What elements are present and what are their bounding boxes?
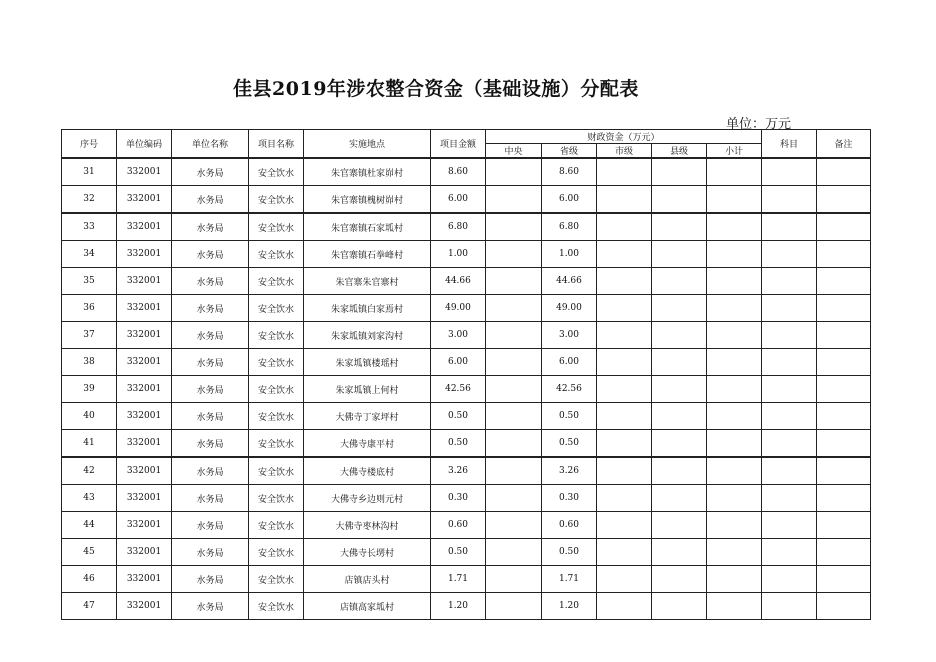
cell-subject (762, 566, 817, 593)
cell-province: 1.71 (542, 566, 597, 593)
cell-remark (817, 322, 871, 349)
cell-province: 3.00 (542, 322, 597, 349)
cell-amount: 0.50 (431, 539, 486, 566)
cell-subtotal (707, 593, 762, 620)
cell-province: 1.20 (542, 593, 597, 620)
header-city: 市级 (597, 144, 652, 159)
cell-seq: 39 (62, 376, 117, 403)
header-central: 中央 (486, 144, 542, 159)
cell-remark (817, 430, 871, 458)
cell-project-name: 安全饮水 (249, 186, 304, 214)
cell-location: 朱家坬镇白家焉村 (304, 295, 431, 322)
cell-location: 朱官寨镇槐树峁村 (304, 186, 431, 214)
cell-subtotal (707, 295, 762, 322)
table-row (62, 295, 871, 322)
cell-subtotal (707, 322, 762, 349)
page-title: 佳县2019年涉农整合资金（基础设施）分配表 (233, 78, 639, 100)
cell-remark (817, 268, 871, 295)
cell-central (486, 485, 542, 512)
table-row (62, 268, 871, 295)
cell-county (652, 322, 707, 349)
cell-province: 44.66 (542, 268, 597, 295)
cell-county (652, 295, 707, 322)
cell-project-name: 安全饮水 (249, 213, 304, 241)
cell-unit-name: 水务局 (172, 376, 249, 403)
cell-unit-code: 332001 (117, 268, 172, 295)
cell-amount: 0.50 (431, 403, 486, 430)
cell-city (597, 268, 652, 295)
table-row (62, 349, 871, 376)
cell-location: 店镇高家坬村 (304, 593, 431, 620)
table-row (62, 186, 871, 214)
cell-project-name: 安全饮水 (249, 268, 304, 295)
table-row (62, 457, 871, 485)
cell-location: 大佛寺枣林沟村 (304, 512, 431, 539)
cell-central (486, 322, 542, 349)
header-subject: 科目 (762, 130, 817, 159)
cell-remark (817, 295, 871, 322)
table-row (62, 241, 871, 268)
cell-county (652, 241, 707, 268)
cell-central (486, 457, 542, 485)
cell-unit-name: 水务局 (172, 186, 249, 214)
cell-amount: 1.20 (431, 593, 486, 620)
cell-county (652, 485, 707, 512)
cell-city (597, 295, 652, 322)
cell-location: 朱官寨镇石家坬村 (304, 213, 431, 241)
cell-unit-code: 332001 (117, 376, 172, 403)
cell-city (597, 241, 652, 268)
cell-subject (762, 268, 817, 295)
table-row (62, 539, 871, 566)
cell-seq: 42 (62, 457, 117, 485)
cell-project-name: 安全饮水 (249, 376, 304, 403)
table-row (62, 512, 871, 539)
cell-location: 朱官寨镇石拳峰村 (304, 241, 431, 268)
cell-seq: 37 (62, 322, 117, 349)
cell-city (597, 349, 652, 376)
cell-amount: 8.60 (431, 158, 486, 186)
header-subtotal: 小计 (707, 144, 762, 159)
cell-unit-name: 水务局 (172, 566, 249, 593)
cell-city (597, 457, 652, 485)
cell-subject (762, 376, 817, 403)
cell-project-name: 安全饮水 (249, 158, 304, 186)
cell-city (597, 213, 652, 241)
table-row (62, 485, 871, 512)
table-row (62, 376, 871, 403)
cell-unit-name: 水务局 (172, 593, 249, 620)
cell-seq: 32 (62, 186, 117, 214)
cell-unit-code: 332001 (117, 241, 172, 268)
cell-central (486, 430, 542, 458)
cell-subtotal (707, 403, 762, 430)
cell-city (597, 186, 652, 214)
cell-county (652, 349, 707, 376)
cell-subtotal (707, 349, 762, 376)
header-remark: 备注 (817, 130, 871, 159)
cell-unit-code: 332001 (117, 566, 172, 593)
cell-location: 朱家坬镇楼瑶村 (304, 349, 431, 376)
cell-city (597, 322, 652, 349)
cell-province: 6.00 (542, 186, 597, 214)
cell-county (652, 457, 707, 485)
header-finance: 财政资金（万元） (486, 130, 762, 144)
cell-project-name: 安全饮水 (249, 241, 304, 268)
cell-remark (817, 403, 871, 430)
cell-project-name: 安全饮水 (249, 593, 304, 620)
cell-central (486, 268, 542, 295)
cell-province: 49.00 (542, 295, 597, 322)
cell-county (652, 213, 707, 241)
cell-unit-code: 332001 (117, 485, 172, 512)
cell-county (652, 403, 707, 430)
cell-unit-name: 水务局 (172, 457, 249, 485)
cell-amount: 1.00 (431, 241, 486, 268)
header-seq: 序号 (62, 130, 117, 159)
cell-subtotal (707, 539, 762, 566)
unit-label: 单位：万元 (726, 117, 792, 132)
header-location: 实施地点 (304, 130, 431, 159)
cell-province: 8.60 (542, 158, 597, 186)
cell-amount: 49.00 (431, 295, 486, 322)
cell-seq: 41 (62, 430, 117, 458)
cell-amount: 44.66 (431, 268, 486, 295)
cell-subject (762, 158, 817, 186)
cell-unit-code: 332001 (117, 322, 172, 349)
cell-subject (762, 485, 817, 512)
cell-county (652, 512, 707, 539)
cell-seq: 31 (62, 158, 117, 186)
cell-unit-code: 332001 (117, 403, 172, 430)
cell-seq: 35 (62, 268, 117, 295)
cell-city (597, 158, 652, 186)
cell-seq: 33 (62, 213, 117, 241)
cell-subject (762, 186, 817, 214)
cell-unit-name: 水务局 (172, 158, 249, 186)
cell-amount: 6.80 (431, 213, 486, 241)
header-row-1 (62, 130, 871, 144)
cell-county (652, 430, 707, 458)
header-county: 县级 (652, 144, 707, 159)
cell-amount: 3.00 (431, 322, 486, 349)
table-row (62, 213, 871, 241)
cell-unit-name: 水务局 (172, 403, 249, 430)
cell-central (486, 186, 542, 214)
cell-subtotal (707, 186, 762, 214)
cell-remark (817, 457, 871, 485)
cell-province: 0.50 (542, 403, 597, 430)
cell-location: 朱官寨朱官寨村 (304, 268, 431, 295)
cell-unit-code: 332001 (117, 457, 172, 485)
table-row (62, 403, 871, 430)
cell-province: 3.26 (542, 457, 597, 485)
allocation-table (61, 129, 871, 620)
cell-amount: 1.71 (431, 566, 486, 593)
cell-unit-code: 332001 (117, 295, 172, 322)
cell-remark (817, 241, 871, 268)
cell-seq: 34 (62, 241, 117, 268)
cell-subject (762, 539, 817, 566)
cell-county (652, 593, 707, 620)
cell-unit-name: 水务局 (172, 430, 249, 458)
cell-project-name: 安全饮水 (249, 349, 304, 376)
header-province: 省级 (542, 144, 597, 159)
cell-project-name: 安全饮水 (249, 512, 304, 539)
cell-county (652, 268, 707, 295)
cell-seq: 45 (62, 539, 117, 566)
cell-subtotal (707, 566, 762, 593)
cell-province: 1.00 (542, 241, 597, 268)
cell-unit-name: 水务局 (172, 322, 249, 349)
cell-central (486, 539, 542, 566)
cell-subject (762, 349, 817, 376)
cell-unit-name: 水务局 (172, 268, 249, 295)
cell-city (597, 566, 652, 593)
cell-location: 大佛寺楼底村 (304, 457, 431, 485)
cell-unit-code: 332001 (117, 593, 172, 620)
cell-unit-name: 水务局 (172, 213, 249, 241)
cell-unit-name: 水务局 (172, 349, 249, 376)
cell-unit-name: 水务局 (172, 241, 249, 268)
cell-seq: 44 (62, 512, 117, 539)
cell-seq: 47 (62, 593, 117, 620)
cell-subtotal (707, 376, 762, 403)
cell-central (486, 376, 542, 403)
cell-province: 0.50 (542, 539, 597, 566)
cell-remark (817, 539, 871, 566)
header-unit-name: 单位名称 (172, 130, 249, 159)
table-row (62, 566, 871, 593)
cell-province: 0.30 (542, 485, 597, 512)
cell-subject (762, 403, 817, 430)
cell-province: 42.56 (542, 376, 597, 403)
cell-amount: 42.56 (431, 376, 486, 403)
cell-county (652, 376, 707, 403)
cell-subject (762, 593, 817, 620)
cell-subtotal (707, 268, 762, 295)
cell-province: 0.60 (542, 512, 597, 539)
cell-seq: 36 (62, 295, 117, 322)
cell-city (597, 485, 652, 512)
cell-amount: 6.00 (431, 349, 486, 376)
cell-seq: 38 (62, 349, 117, 376)
cell-seq: 46 (62, 566, 117, 593)
cell-remark (817, 512, 871, 539)
cell-location: 大佛寺乡边则元村 (304, 485, 431, 512)
cell-subtotal (707, 158, 762, 186)
cell-amount: 6.00 (431, 186, 486, 214)
cell-unit-code: 332001 (117, 186, 172, 214)
cell-location: 大佛寺康平村 (304, 430, 431, 458)
table-row (62, 430, 871, 458)
table-row (62, 593, 871, 620)
cell-subtotal (707, 457, 762, 485)
cell-subject (762, 241, 817, 268)
cell-subject (762, 322, 817, 349)
cell-unit-name: 水务局 (172, 512, 249, 539)
cell-central (486, 403, 542, 430)
cell-project-name: 安全饮水 (249, 485, 304, 512)
cell-project-name: 安全饮水 (249, 322, 304, 349)
cell-project-name: 安全饮水 (249, 430, 304, 458)
cell-amount: 0.30 (431, 485, 486, 512)
cell-remark (817, 485, 871, 512)
cell-unit-name: 水务局 (172, 295, 249, 322)
cell-location: 大佛寺长塄村 (304, 539, 431, 566)
cell-central (486, 158, 542, 186)
cell-subject (762, 213, 817, 241)
cell-city (597, 539, 652, 566)
cell-remark (817, 213, 871, 241)
cell-remark (817, 376, 871, 403)
cell-city (597, 403, 652, 430)
cell-remark (817, 566, 871, 593)
cell-unit-code: 332001 (117, 512, 172, 539)
cell-province: 6.80 (542, 213, 597, 241)
cell-project-name: 安全饮水 (249, 295, 304, 322)
cell-subject (762, 295, 817, 322)
cell-central (486, 213, 542, 241)
cell-central (486, 593, 542, 620)
cell-subtotal (707, 213, 762, 241)
cell-location: 朱家坬镇刘家沟村 (304, 322, 431, 349)
cell-central (486, 349, 542, 376)
cell-unit-code: 332001 (117, 430, 172, 458)
cell-province: 6.00 (542, 349, 597, 376)
cell-subtotal (707, 485, 762, 512)
cell-unit-code: 332001 (117, 539, 172, 566)
cell-location: 大佛寺丁家坪村 (304, 403, 431, 430)
cell-county (652, 566, 707, 593)
cell-province: 0.50 (542, 430, 597, 458)
cell-county (652, 186, 707, 214)
cell-amount: 0.50 (431, 430, 486, 458)
cell-unit-code: 332001 (117, 158, 172, 186)
cell-project-name: 安全饮水 (249, 457, 304, 485)
cell-city (597, 593, 652, 620)
cell-remark (817, 158, 871, 186)
cell-county (652, 158, 707, 186)
cell-central (486, 295, 542, 322)
cell-central (486, 512, 542, 539)
cell-remark (817, 186, 871, 214)
cell-city (597, 376, 652, 403)
cell-subject (762, 430, 817, 458)
cell-amount: 3.26 (431, 457, 486, 485)
cell-county (652, 539, 707, 566)
header-project-name: 项目名称 (249, 130, 304, 159)
cell-central (486, 566, 542, 593)
cell-location: 朱官寨镇杜家峁村 (304, 158, 431, 186)
cell-unit-code: 332001 (117, 349, 172, 376)
cell-project-name: 安全饮水 (249, 403, 304, 430)
table-row (62, 322, 871, 349)
header-unit-code: 单位编码 (117, 130, 172, 159)
cell-remark (817, 349, 871, 376)
cell-unit-name: 水务局 (172, 539, 249, 566)
cell-location: 朱家坬镇上何村 (304, 376, 431, 403)
cell-subject (762, 457, 817, 485)
cell-seq: 43 (62, 485, 117, 512)
table-row (62, 158, 871, 186)
cell-amount: 0.60 (431, 512, 486, 539)
cell-subtotal (707, 512, 762, 539)
cell-city (597, 430, 652, 458)
cell-location: 店镇店头村 (304, 566, 431, 593)
cell-subject (762, 512, 817, 539)
cell-unit-code: 332001 (117, 213, 172, 241)
cell-subtotal (707, 430, 762, 458)
cell-unit-name: 水务局 (172, 485, 249, 512)
header-amount: 项目金额 (431, 130, 486, 159)
cell-central (486, 241, 542, 268)
cell-seq: 40 (62, 403, 117, 430)
cell-subtotal (707, 241, 762, 268)
cell-remark (817, 593, 871, 620)
cell-city (597, 512, 652, 539)
cell-project-name: 安全饮水 (249, 539, 304, 566)
cell-project-name: 安全饮水 (249, 566, 304, 593)
